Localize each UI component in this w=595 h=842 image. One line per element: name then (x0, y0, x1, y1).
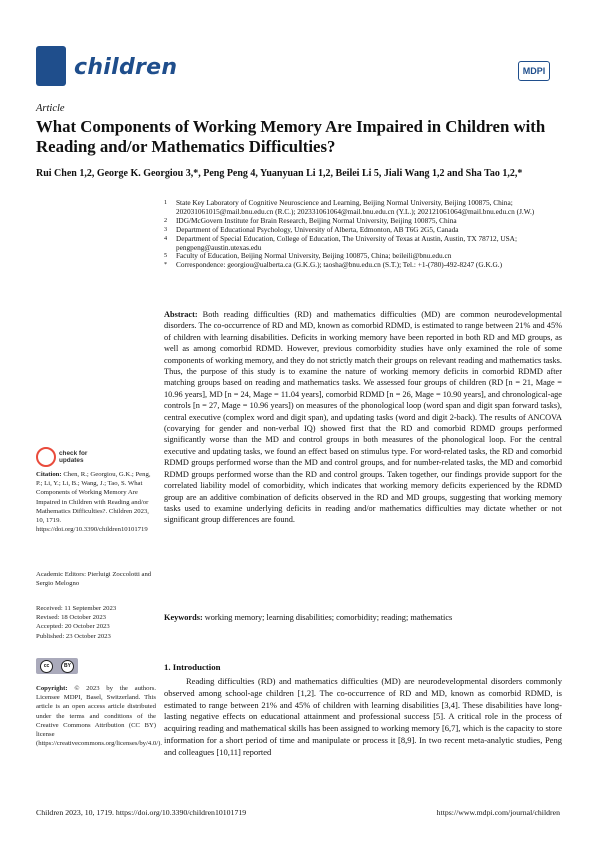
keywords-text: working memory; learning disabilities; comorbidity; reading; mathematics (204, 613, 453, 622)
accepted-date: Accepted: 20 October 2023 (36, 623, 110, 631)
citation-block (36, 470, 156, 534)
cc-icon: cc (40, 660, 53, 673)
affiliation-2: 2 IDG/McGovern Institute for Brain Research, Beijing Normal University, Beijing 100875, China (164, 215, 457, 225)
section-heading: 1. Introduction (164, 662, 221, 672)
received-date: Received: 11 September 2023 (36, 605, 117, 612)
citation-text: Chen, R.; Georgiou, G.K.; Peng, P.; Li, Y.; Li, B.; Wang, J.; Tao, S. What Components of Working Memory Are Impaired in Children with Reading and/or Mathematics Difficulties?. Children 2023, 10, 1719. https://doi.org/10.3390/children10101719 (36, 471, 151, 534)
footer-journal-link[interactable]: https://www.mdpi.com/journal/children (436, 808, 560, 817)
mdpi-logo[interactable]: MDPI (518, 61, 550, 81)
correspondence: * Correspondence: georgiou@ualberta.ca (G.K.G.); taosha@bnu.edu.cn (S.T.); Tel.: +1-(780)-492-8247 (G.K.G.) (164, 260, 503, 270)
affiliations (164, 199, 564, 270)
abstract (164, 309, 562, 526)
abstract-label: Abstract: (164, 310, 198, 319)
cc-by-license-badge[interactable] (36, 658, 78, 674)
introduction-paragraph: Reading difficulties (RD) and mathematics difficulties (MD) are neurodevelopmental disorders commonly observed among school-age children [1,2]. The co-occurrence of RD and MD, known as comorbid RDMD, is estimated to range between 21% and 45% of children with learning disabilities [3,4]. These disabilities have long-lasting negative effects on educational attainment and professional success [5]. A critical role in the process of acquiring reading and mathematical skills has been assigned to working memory [6,7], which is the capacity to store information for a short period of time and manipulate or process it [8,9]. In two recent meta-analytic studies, Peng and colleagues [10,11] reported (164, 676, 562, 757)
authors-text: Rui Chen 1,2, George K. Georgiou 3,*, Peng Peng 4, Yuanyuan Li 1,2, Beilei Li 5, Jiali Wang 1,2 and Sha Tao 1,2,* (36, 168, 523, 179)
author-list (36, 168, 576, 179)
academic-editors: Academic Editors: Pierluigi Zoccolotti and Sergio Melogno (36, 571, 152, 588)
by-icon: BY (61, 660, 74, 673)
copyright-label: Copyright: (36, 685, 68, 692)
article-type: Article (36, 103, 65, 114)
affiliation-1: 1 State Key Laboratory of Cognitive Neuroscience and Learning, Beijing Normal University, Beijing 100875, China; 202031061015@mail.bnu.edu.cn (R.C.); 202331061064@mail.bnu.edu.cn (Y.L.); 202121061064@mail.bnu.edu.cn (J.W.) (164, 198, 535, 216)
check-for-updates-button[interactable]: check for updates (36, 447, 87, 467)
dates (36, 604, 156, 641)
citation-label: Citation: (36, 471, 62, 478)
affiliation-4: 4 Department of Special Education, College of Education, The University of Texas at Austin, Austin, TX 78712, USA; pengpeng@austin.utexas.edu (164, 233, 517, 252)
check-updates-icon (36, 447, 56, 467)
copyright-block (36, 684, 162, 748)
published-date: Published: 23 October 2023 (36, 632, 111, 640)
journal-name[interactable]: children (74, 55, 178, 80)
footer-citation: Children 2023, 10, 1719. https://doi.org/10.3390/children10101719 (36, 808, 247, 817)
revised-date: Revised: 18 October 2023 (36, 614, 107, 622)
affiliation-5: 5 Faculty of Education, Beijing Normal University, Beijing 100875, China; beileili@bnu.edu.cn (164, 251, 452, 261)
keywords (164, 613, 562, 622)
affiliation-3: 3 Department of Educational Psychology, University of Alberta, Edmonton, AB T6G 2G5, Canada (164, 224, 459, 234)
article-title: What Components of Working Memory Are Impaired in Children with Reading and/or Mathematics Difficulties? (36, 117, 546, 156)
journal-logo (36, 46, 66, 86)
keywords-label: Keywords: (164, 613, 203, 622)
copyright-text: © 2023 by the authors. Licensee MDPI, Basel, Switzerland. This article is an open access article distributed under the terms and conditions of the Creative Commons Attribution (CC BY) license (https://creativecommons.org/licenses/by/4.0/). (36, 685, 162, 748)
abstract-text: Both reading difficulties (RD) and mathematics difficulties (MD) are common neurodevelopmental disorders. The co-occurrence of RD and MD, known as comorbid RDMD, is estimated to range between 21% and 45% of children with learning disabilities. Deficits in working memory have been reported in both RD and MD groups, as well as among comorbid RDMD. However, previous comorbidity studies have only examined the role of some components of working memory, and they do not strictly match their groups on relevant reading and mathematics tasks. Thus, the purpose of this study is to examine the nature of working memory deficits in comorbid RDMD after matching groups based on reading and mathematics tasks. We assessed four groups of children (RD [n = 21, Mage = 10.96 years], MD [n = 24, Mage = 11.04 years], comorbid RDMD [n = 26, Mage = 10.90 years], and chronological-age controls [n = 27, Mage = 10.96 years]) on measures of the phonological loop (word span and digit span forward tasks), central executive (complex word and digit span), and updating tasks (word and digit 2-back). The results of ANCOVA (covarying for gender and non-verbal IQ) showed first that the RD and comorbid RDMD groups performed significantly worse than the MD and control groups in both measures of the phonological loop. For the central executive and updating tasks, we found an effect based on stimulus type. For word-related tasks, the RD and comorbid RDMD groups performed worse than the MD and control groups, and for number-related tasks, the MD and comorbid RDMD groups performed worse than the RD and control groups. Taken together, our findings provide support for the correlated liability model of comorbidity, which indicates that working memory deficits experienced by the RDMD group are an additive combination of deficits observed in the RD and MD groups, suggesting that working memory tasks used to examine underlying deficits in reading and/or mathematics difficulties may dictate whether or not significant group differences are found. (164, 310, 563, 525)
